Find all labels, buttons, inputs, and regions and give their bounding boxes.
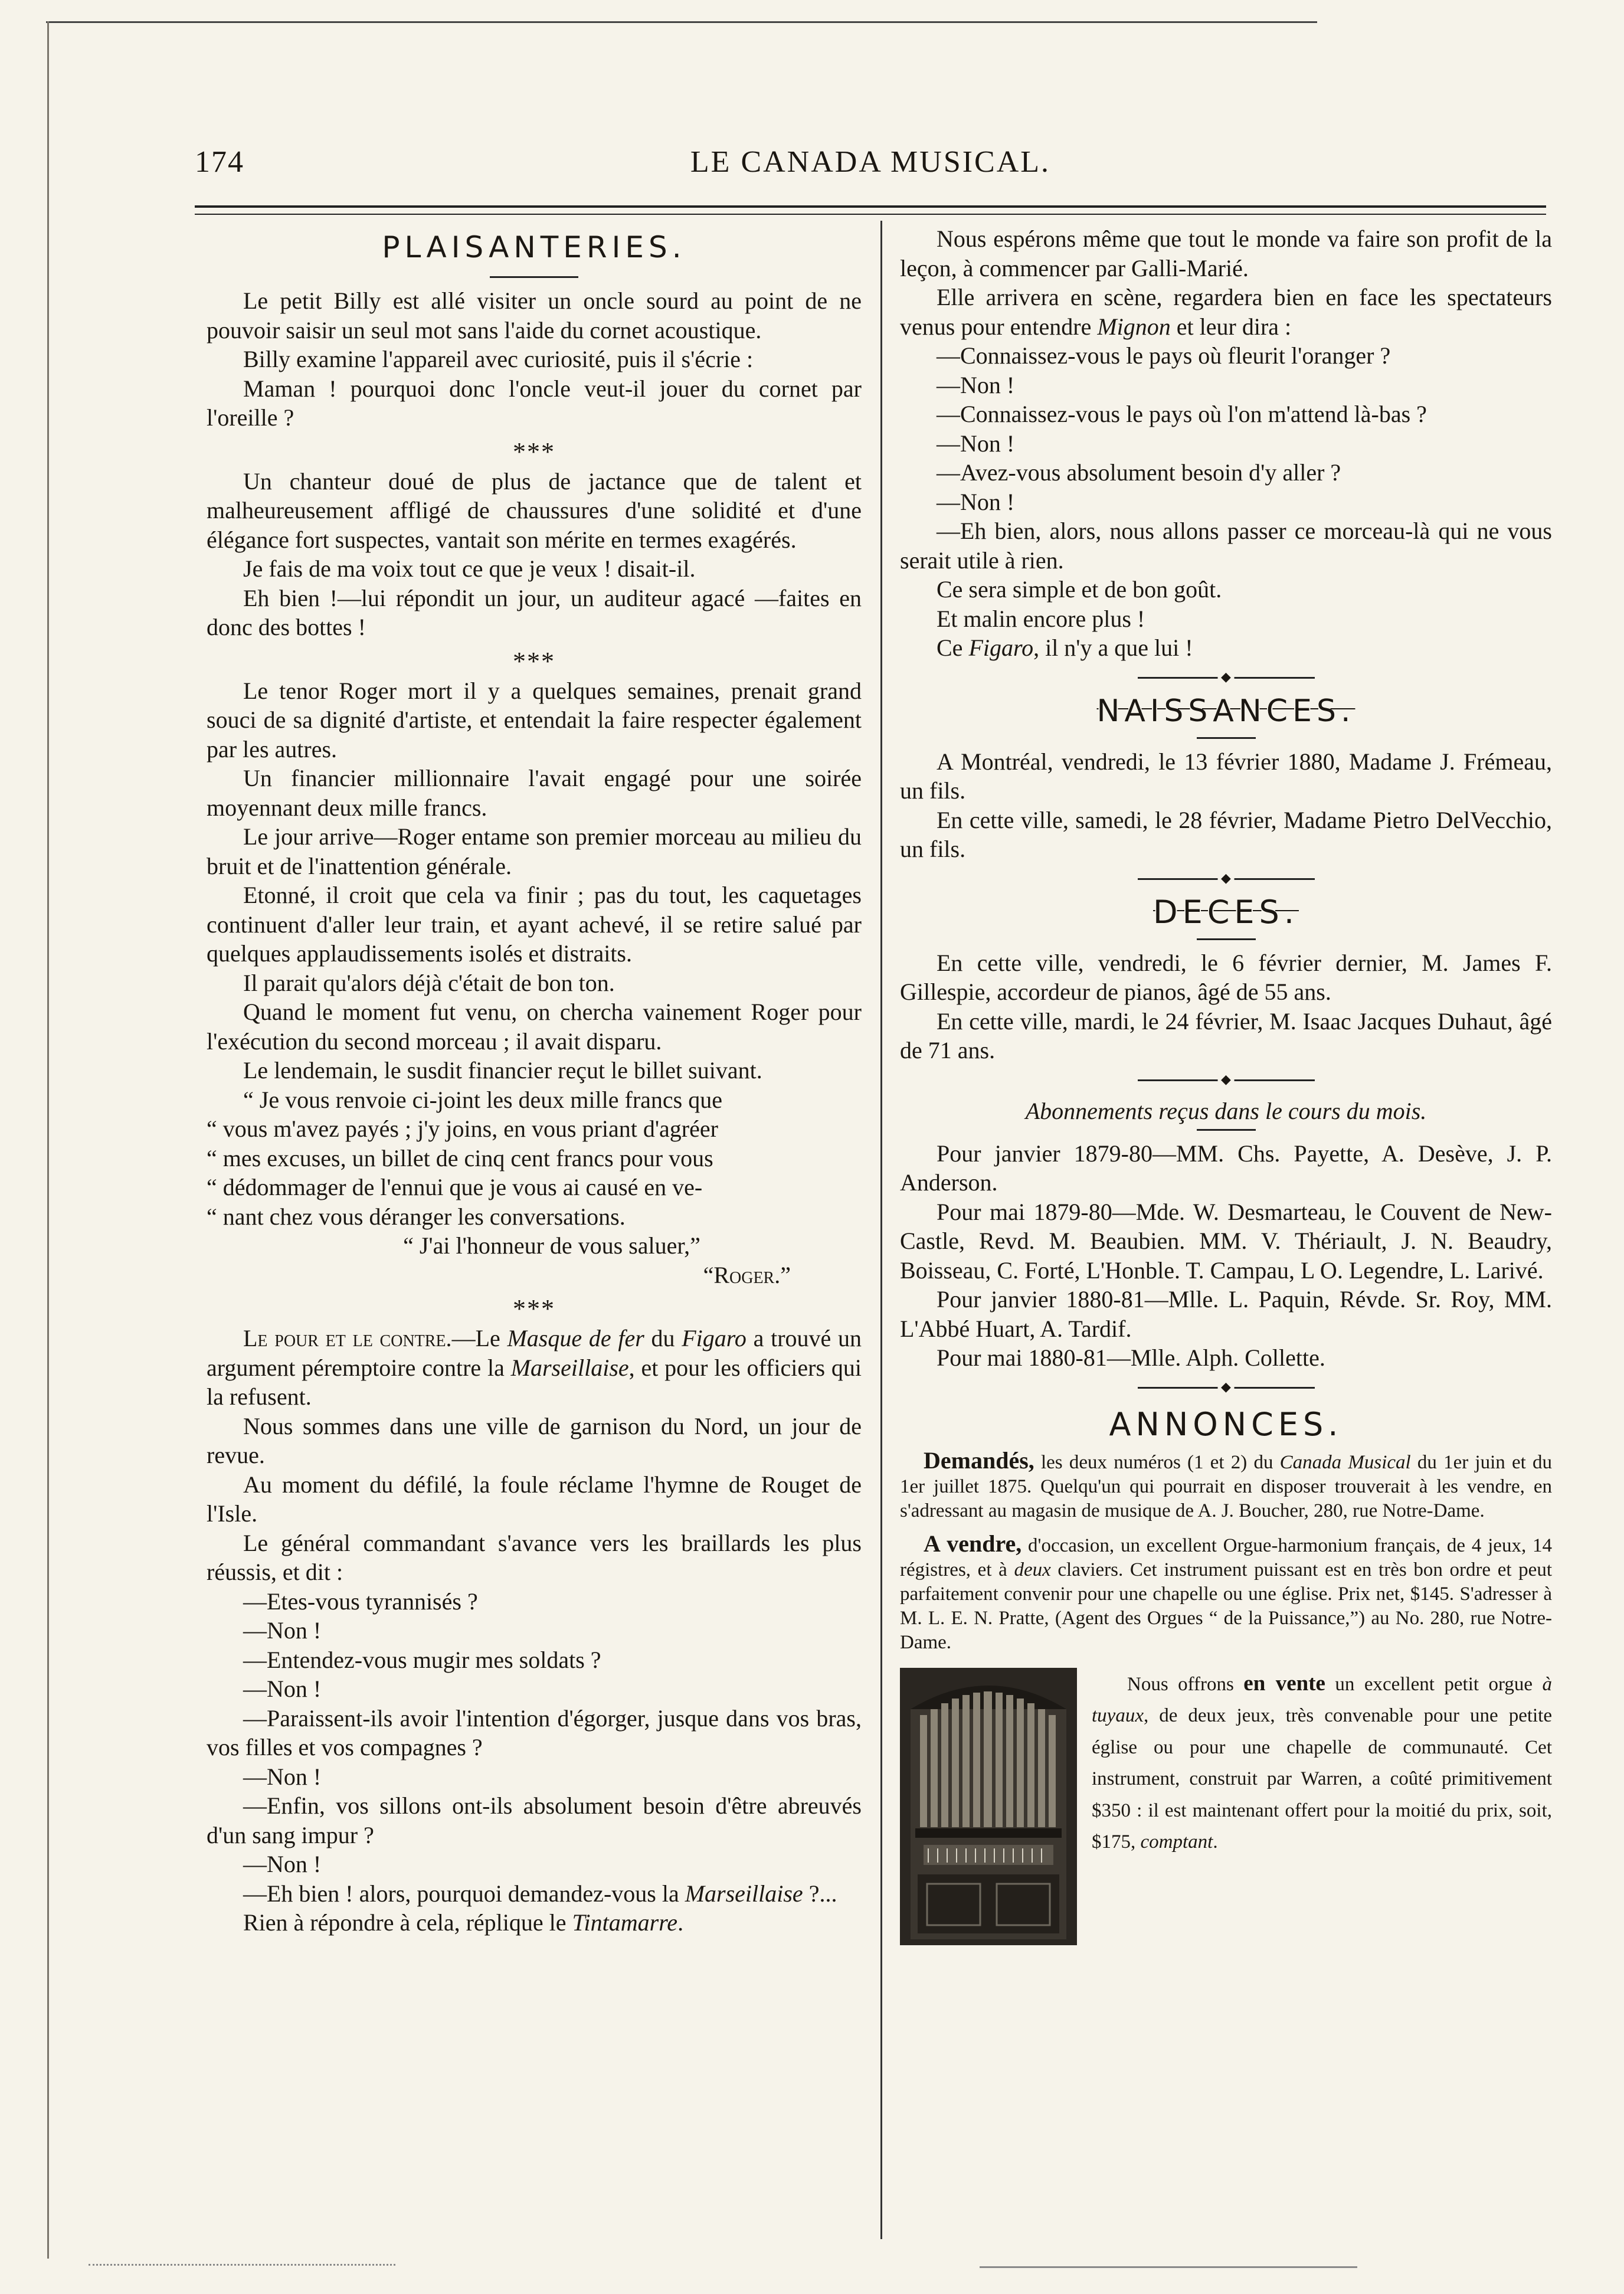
top-edge-rule <box>46 21 1317 23</box>
paragraph: Nous sommes dans une ville de garnison du Nord, un jour de revue. <box>207 1412 862 1468</box>
asterism: *** <box>513 646 555 676</box>
death-notice: En cette ville, vendredi, le 6 février dernier, M. James F. Gillespie, accordeur de pianos, âgé de 55 ans. <box>900 949 1552 1005</box>
birth-notice: En cette ville, samedi, le 28 février, Madame Pietro DelVecchio, un fils. <box>900 806 1552 862</box>
section-divider: ◆ <box>1138 1071 1315 1089</box>
header-rule-thick <box>195 205 1546 208</box>
paragraph: Le petit Billy est allé visiter un oncle sourd au point de ne pouvoir saisir un seul mot sans l'aide du cornet acoustique. <box>207 287 862 343</box>
subscription-entry: Pour janvier 1880-81—Mlle. L. Paquin, Révde. Sr. Roy, MM. L'Abbé Huart, A. Tardif. <box>900 1286 1552 1342</box>
column-divider <box>880 221 882 2239</box>
dialogue-line: —Non ! <box>243 1763 322 1790</box>
title-rule <box>1197 1129 1256 1131</box>
italic-run: deux <box>1014 1559 1051 1580</box>
paragraph: Je fais de ma voix tout ce que je veux ! disait-il. <box>243 555 696 582</box>
letter-line: “ nant chez vous déranger les conversations. <box>207 1203 626 1230</box>
italic-run: à tuyaux <box>1092 1673 1552 1726</box>
text-run: Ce <box>937 634 969 661</box>
subscription-entry: Pour mai 1880-81—Mlle. Alph. Collette. <box>937 1344 1325 1371</box>
subscription-entry: Pour mai 1879-80—Mde. W. Desmarteau, le Couvent de New-Castle, Revd. M. Beaubien. MM. V. Thériault, J. N. Beaudry, Boisseau, C. Forté, L'Honble. T. Campau, L O. Legendre, L. Larivé. <box>900 1198 1552 1284</box>
text-run: —Eh bien ! alors, pourquoi demandez-vous la <box>243 1880 685 1907</box>
bottom-edge-mark <box>89 2264 395 2266</box>
paragraph: Eh bien !—lui répondit un jour, un auditeur agacé —faites en donc des bottes ! <box>207 584 862 640</box>
italic-run: Figaro <box>682 1325 746 1351</box>
paragraph: Un chanteur doué de plus de jactance que de talent et malheureusement affligé de chaussures d'une solidité et d'une élégance fort suspectes, vantait son mérite en termes exagérés. <box>207 467 862 553</box>
organ-ad-paragraph <box>1092 1668 1552 1858</box>
paragraph: Un financier millionnaire l'avait engagé pour une soirée moyennant deux mille francs. <box>207 765 862 821</box>
bold-run: en vente <box>1243 1671 1325 1696</box>
dialogue-line: —Etes-vous tyrannisés ? <box>243 1588 478 1615</box>
dialogue-line: —Connaissez-vous le pays où fleurit l'oranger ? <box>937 342 1391 369</box>
paragraph: Il parait qu'alors déjà c'était de bon ton. <box>243 969 615 996</box>
birth-notice: A Montréal, vendredi, le 13 février 1880, Madame J. Frémeau, un fils. <box>900 748 1552 804</box>
page-header <box>195 145 1546 192</box>
paragraph: Quand le moment fut venu, on chercha vainement Roger pour l'exécution du second morceau ; il avait disparu. <box>207 999 862 1055</box>
section-title-deces: DECES. <box>1153 893 1299 931</box>
text-run: les deux numéros (1 et 2) du <box>1034 1451 1280 1473</box>
letter-line: “ Je vous renvoie ci-joint les deux mille francs que <box>243 1086 722 1113</box>
italic-run: Marseillaise <box>510 1354 629 1381</box>
dialogue-line: —Entendez-vous mugir mes soldats ? <box>243 1646 601 1673</box>
paragraph: Le jour arrive—Roger entame son premier morceau au milieu du bruit et de l'inattention générale. <box>207 823 862 879</box>
letter-line: “ vous m'avez payés ; j'y joins, en vous priant d'agréer <box>207 1115 718 1142</box>
line: Ce sera simple et de bon goût. <box>937 576 1222 603</box>
text-run: Rien à répondre à cela, réplique le <box>243 1909 572 1936</box>
italic-run: Figaro <box>968 634 1034 661</box>
letter-line: “ dédommager de l'ennui que je vous ai causé en ve- <box>207 1174 703 1200</box>
ad-demandes <box>900 1448 1552 1523</box>
section-divider: ◆ <box>1138 1379 1315 1396</box>
text-run: Elle arrivera en scène, regardera bien en face les spectateurs venus pour entendre <box>900 284 1552 340</box>
text-run: —Le <box>451 1325 508 1351</box>
left-edge-rule <box>47 21 49 2259</box>
text-run: , il n'y a que lui ! <box>1033 634 1193 661</box>
text-run: d'occasion, un excellent Orgue-harmonium français, de 4 jeux, 14 régistres, et à <box>900 1534 1552 1580</box>
text-run: , de deux jeux, très convenable pour une petite église ou pour une chapelle de communauté. Cet instrument, construit par Warren, a coûté primitivement $350 : il est maintenant offert pour la moitié du prix, soit, $175, <box>1092 1705 1552 1853</box>
ad-a-vendre <box>900 1531 1552 1655</box>
section-title-abonnements: Abonnements reçus dans le cours du mois. <box>1025 1097 1427 1124</box>
header-rule-thin <box>195 214 1546 215</box>
italic-run: Masque de fer <box>507 1325 644 1351</box>
italic-run: comptant <box>1140 1831 1213 1853</box>
section-divider: ◆ <box>1138 870 1315 888</box>
italic-run: Canada Musical <box>1279 1451 1411 1473</box>
left-column <box>207 224 862 1938</box>
paragraph: Maman ! pourquoi donc l'oncle veut-il jouer du cornet par l'oreille ? <box>207 375 862 431</box>
text-run: et leur dira : <box>1170 313 1292 340</box>
section-title-plaisanteries: PLAISANTERIES. <box>382 230 686 264</box>
paragraph: Le général commandant s'avance vers les braillards les plus réussis, et dit : <box>207 1529 862 1585</box>
letter-salutation: “ J'ai l'honneur de vous saluer,” <box>403 1232 700 1259</box>
text-run: Nous offrons <box>1127 1673 1244 1695</box>
section-title-naissances: NAISSANCES. <box>1096 693 1355 729</box>
italic-run: Mignon <box>1097 313 1171 340</box>
dialogue-line: —Non ! <box>937 371 1015 398</box>
paragraph: Billy examine l'appareil avec curiosité, puis il s'écrie : <box>243 346 754 372</box>
classified-ads <box>900 1448 1552 1655</box>
title-rule <box>490 276 578 278</box>
text-run: , et pour les officiers qui la refusent. <box>207 1354 862 1410</box>
organ-ad <box>900 1668 1552 1945</box>
dialogue-line: —Connaissez-vous le pays où l'on m'attend là-bas ? <box>937 401 1427 427</box>
asterism: *** <box>513 1294 555 1323</box>
text-run: . <box>677 1909 684 1936</box>
closing-paragraph <box>207 1908 862 1938</box>
text-run: ?... <box>803 1880 837 1907</box>
ad-lead: A vendre, <box>924 1530 1022 1557</box>
italic-run: Tintamarre <box>572 1909 678 1936</box>
text-run: claviers. Cet instrument puissant est en très bon ordre et peut parfaitement convenir pour une chapelle ou une église. Prix net, $145. S'adresser à M. L. E. N. Pratte, (Agent des Orgues “ de la Puissance,”) au No. 280, rue Notre-Dame. <box>900 1559 1552 1653</box>
right-column <box>900 224 1552 1945</box>
letter-line: “ mes excuses, un billet de cinq cent francs pour vous <box>207 1144 713 1171</box>
line: Et malin encore plus ! <box>937 605 1145 632</box>
organ-ad-text <box>1092 1668 1552 1858</box>
dialogue-line: —Non ! <box>243 1617 322 1644</box>
ad-lead: Demandés, <box>924 1447 1034 1474</box>
dialogue-line: —Non ! <box>243 1851 322 1877</box>
paragraph: Le tenor Roger mort il y a quelques semaines, prenait grand souci de sa dignité d'artiste, et entendait la faire respecter également par les autres. <box>207 677 862 763</box>
dialogue-paragraph: —Enfin, vos sillons ont-ils absolument besoin d'être abreuvés d'un sang impur ? <box>207 1792 862 1848</box>
title-rule <box>1197 737 1256 739</box>
text-run: . <box>1213 1831 1218 1853</box>
text-run: un excellent petit orgue <box>1325 1673 1543 1695</box>
bottom-rule <box>980 2266 1357 2268</box>
section-divider: ◆ <box>1138 669 1315 686</box>
paragraph: Etonné, il croit que cela va finir ; pas du tout, les caquetages continuent d'aller leur train, et ayant achevé, il se retire salué par quelques applaudissements isolés et distraits. <box>207 882 862 967</box>
title-rule <box>1197 938 1256 940</box>
dialogue-line: —Non ! <box>937 430 1015 457</box>
italic-run: Marseillaise <box>685 1880 803 1907</box>
subscription-entry: Pour janvier 1879-80—MM. Chs. Payette, A. Desève, J. P. Anderson. <box>900 1140 1552 1196</box>
dialogue-line: —Avez-vous absolument besoin d'y aller ? <box>937 459 1341 486</box>
death-notice: En cette ville, mardi, le 24 février, M. Isaac Jacques Duhaut, âgé de 71 ans. <box>900 1007 1552 1063</box>
dialogue-line: —Non ! <box>243 1675 322 1702</box>
dialogue-paragraph <box>207 1879 862 1909</box>
text-run: du <box>644 1325 682 1351</box>
paragraph: Le lendemain, le susdit financier reçut le billet suivant. <box>243 1057 762 1084</box>
section-title-annonces: ANNONCES. <box>1109 1405 1343 1443</box>
paragraph: Nous espérons même que tout le monde va faire son profit de la leçon, à commencer par Galli-Marié. <box>900 225 1552 282</box>
page-number: 174 <box>195 145 244 179</box>
paragraph-pour-contre <box>207 1324 862 1412</box>
line <box>900 633 1552 663</box>
paragraph: —Eh bien, alors, nous allons passer ce morceau-là qui ne vous serait utile à rien. <box>900 518 1552 574</box>
pipe-organ-illustration <box>900 1668 1077 1945</box>
paragraph: Au moment du défilé, la foule réclame l'hymne de Rouget de l'Isle. <box>207 1471 862 1527</box>
text-run: du 1er juin et du 1er juillet 1875. Quelqu'un qui pourrait en disposer trouverait à les vendre, en s'adressant au magasin de musique de A. J. Boucher, 280, rue Notre-Dame. <box>900 1451 1552 1521</box>
paragraph <box>900 283 1552 341</box>
dialogue-line: —Non ! <box>937 488 1015 515</box>
journal-title: LE CANADA MUSICAL. <box>690 145 1051 179</box>
dialogue-paragraph: —Paraissent-ils avoir l'intention d'égorger, jusque dans vos bras, vos filles et vos compagnes ? <box>207 1704 862 1760</box>
asterism: *** <box>513 437 555 466</box>
run-in-heading: Le pour et le contre. <box>243 1325 452 1351</box>
letter-signature: “Roger.” <box>703 1261 791 1288</box>
text-run: a trouvé un argument péremptoire contre la <box>207 1325 862 1381</box>
